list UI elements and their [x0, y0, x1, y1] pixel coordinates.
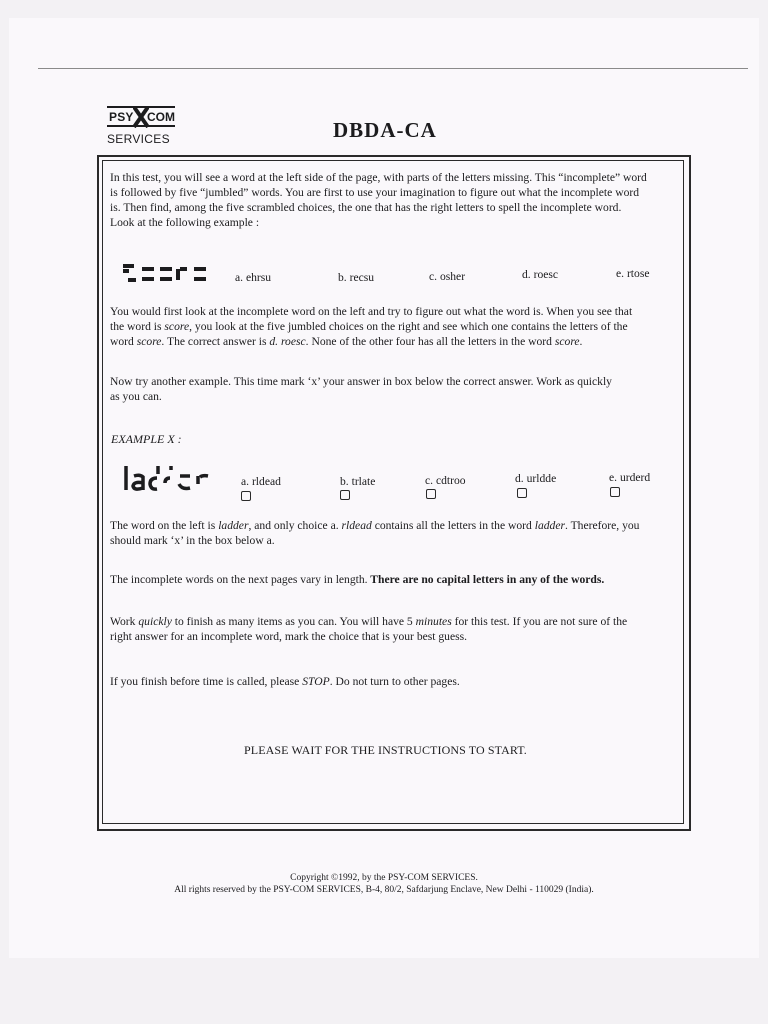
- explanation-line: You would first look at the incomplete word on the left and try to figure out what the word is. When you see that: [110, 305, 633, 318]
- page-rule: [38, 68, 748, 69]
- example2-choice-c: c. cdtroo: [425, 474, 466, 487]
- example1-choice-c: c. osher: [429, 270, 466, 283]
- copyright-line: Copyright ©1992, by the PSY-COM SERVICES.: [290, 873, 478, 883]
- logo-com: COM: [147, 110, 175, 124]
- example2-choice-b: b. trlate: [340, 475, 376, 488]
- wait-instruction: PLEASE WAIT FOR THE INSTRUCTIONS TO START.: [244, 743, 527, 757]
- intro-line: is followed by five “jumbled” words. You are first to use your imagination to figure out what the incomplete word: [110, 186, 640, 199]
- explanation-line: word score. The correct answer is d. roesc. None of the other four has all the letters in the word score.: [110, 335, 583, 348]
- timing-line: Work quickly to finish as many items as you can. You will have 5 minutes for this test. If you are not sure of the: [110, 615, 628, 628]
- answer-box-c[interactable]: [426, 489, 436, 499]
- logo-bottom-bar: [107, 125, 175, 127]
- incomplete-word-score: [120, 262, 210, 284]
- example1-choice-b: b. recsu: [338, 271, 375, 284]
- incomplete-word-ladder: [122, 464, 222, 494]
- answer-box-e[interactable]: [610, 487, 620, 497]
- stop-paragraph: If you finish before time is called, please STOP. Do not turn to other pages.: [110, 675, 460, 688]
- rights-line: All rights reserved by the PSY-COM SERVICES, B-4, 80/2, Safdarjung Enclave, New Delhi - 110029 (India).: [174, 885, 594, 895]
- example2-choice-d: d. urldde: [515, 472, 557, 485]
- logo-services: SERVICES: [107, 132, 170, 146]
- capital-letters-note: The incomplete words on the next pages vary in length. There are no capital letters in any of the words.: [110, 573, 605, 586]
- document-title: DBDA-CA: [333, 118, 437, 142]
- intro-line: is. Then find, among the five scrambled choices, the one that has the right letters to spell the incomplete word.: [110, 201, 622, 214]
- example1-choice-d: d. roesc: [522, 268, 559, 281]
- timing-paragraph: [110, 614, 676, 644]
- explanation-line: should mark ‘x’ in the box below a.: [110, 534, 275, 547]
- psycom-logo: [107, 106, 175, 146]
- try-again-paragraph: [110, 374, 676, 404]
- logo-psy: PSY: [109, 110, 134, 124]
- try-again-line: as you can.: [110, 390, 162, 403]
- intro-line: In this test, you will see a word at the left side of the page, with parts of the letters missing. This “incomplete” word: [110, 171, 647, 184]
- example1-choice-e: e. rtose: [616, 267, 650, 280]
- answer-box-a[interactable]: [241, 491, 251, 501]
- answer-box-d[interactable]: [517, 488, 527, 498]
- answer-box-b[interactable]: [340, 490, 350, 500]
- explanation-paragraph: [110, 304, 676, 349]
- example2-choice-e: e. urderd: [609, 471, 651, 484]
- intro-line: Look at the following example :: [110, 216, 260, 229]
- timing-line: right answer for an incomplete word, mark the choice that is your best guess.: [110, 630, 468, 643]
- example-x-explanation: [110, 518, 676, 548]
- example2-choice-a: a. rldead: [241, 475, 281, 488]
- explanation-line: The word on the left is ladder, and only choice a. rldead contains all the letters in the word ladder. Therefore, you: [110, 519, 640, 532]
- example1-choice-a: a. ehrsu: [235, 271, 272, 284]
- try-again-line: Now try another example. This time mark ‘x’ your answer in box below the correct answer. Work as quickly: [110, 375, 612, 388]
- intro-paragraph: [110, 170, 676, 230]
- example-x-label: EXAMPLE X :: [111, 432, 182, 446]
- explanation-line: the word is score, you look at the five jumbled choices on the right and see which one contains the letters of the: [110, 320, 628, 333]
